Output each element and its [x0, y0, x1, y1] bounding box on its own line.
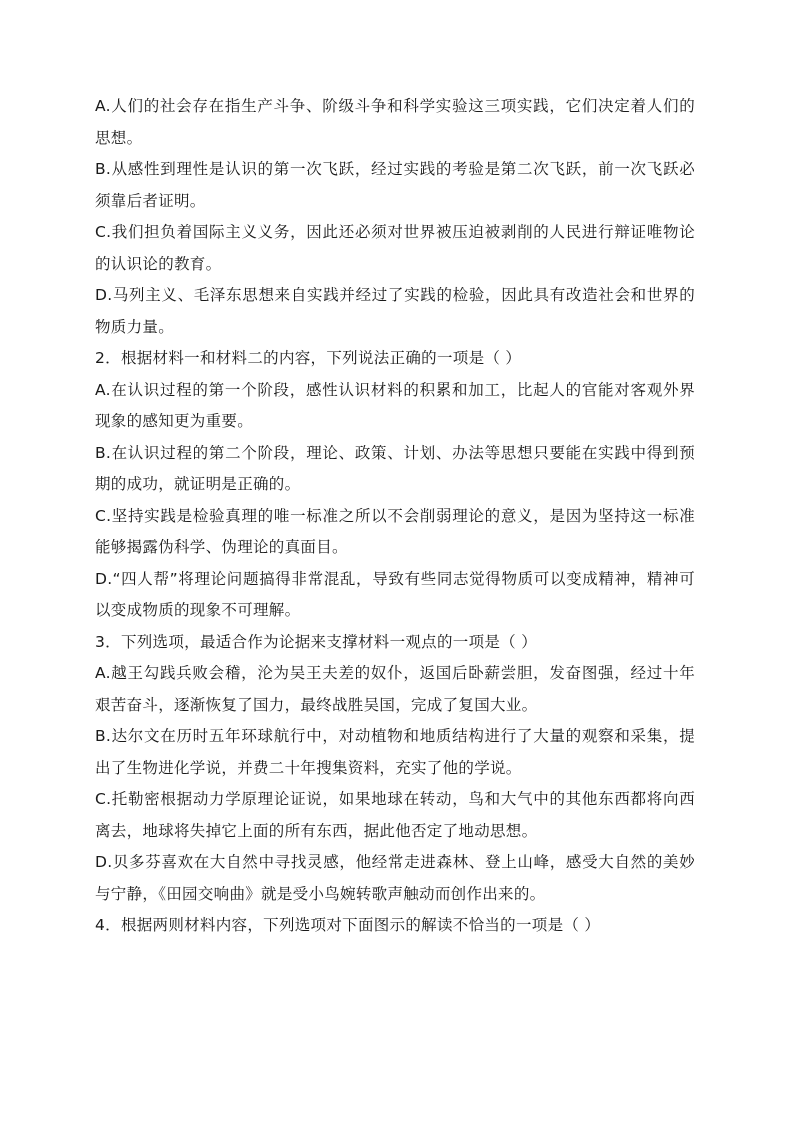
q2-option-a: A.在认识过程的第一个阶段，感性认识材料的积累和加工，比起人的官能对客观外界现象的感知更为重要。 — [95, 380, 695, 430]
document-body — [95, 91, 695, 942]
q3-option-a: A.越王勾践兵败会稽，沦为吴王夫差的奴仆，返国后卧薪尝胆，发奋图强，经过十年艰苦奋斗，逐渐恢复了国力，最终战胜吴国，完成了复国大业。 — [95, 664, 695, 714]
q3-option-b: B.达尔文在历时五年环球航行中，对动植物和地质结构进行了大量的观察和采集，提出了生物进化学说，并费二十年搜集资料，充实了他的学说。 — [95, 727, 695, 777]
q2-option-d: D.“四人帮”将理论问题搞得非常混乱，导致有些同志觉得物质可以变成精神，精神可以变成物质的现象不可理解。 — [95, 569, 695, 619]
q1-option-b: B.从感性到理性是认识的第一次飞跃，经过实践的考验是第二次飞跃，前一次飞跃必须靠后者证明。 — [95, 160, 695, 210]
question-4-stem: 4．根据两则材料内容，下列选项对下面图示的解读不恰当的一项是（ ） — [95, 916, 601, 934]
question-3-stem: 3．下列选项，最适合作为论据来支撑材料一观点的一项是（ ） — [95, 632, 537, 651]
q3-option-d: D.贝多芬喜欢在大自然中寻找灵感，他经常走进森林、登上山峰，感受大自然的美妙与宁静，《田园交响曲》就是受小鸟婉转歌声触动而创作出来的。 — [95, 853, 695, 903]
q1-option-a: A.人们的社会存在指生产斗争、阶级斗争和科学实验这三项实践，它们决定着人们的思想。 — [95, 97, 695, 147]
q2-option-b: B.在认识过程的第二个阶段，理论、政策、计划、办法等思想只要能在实践中得到预期的成功，就证明是正确的。 — [95, 443, 695, 493]
q3-option-c: C.托勒密根据动力学原理论证说，如果地球在转动，鸟和大气中的其他东西都将向西离去，地球将失掉它上面的所有东西，据此他否定了地动思想。 — [95, 790, 695, 840]
q1-option-d: D.马列主义、毛泽东思想来自实践并经过了实践的检验，因此具有改造社会和世界的物质力量。 — [95, 286, 695, 336]
q1-option-c: C.我们担负着国际主义义务，因此还必须对世界被压迫被剥削的人民进行辩证唯物论的认识论的教育。 — [95, 223, 695, 273]
question-2-stem: 2．根据材料一和材料二的内容，下列说法正确的一项是（ ） — [95, 349, 522, 367]
q2-option-c: C.坚持实践是检验真理的唯一标准之所以不会削弱理论的意义，是因为坚持这一标准能够揭露伪科学、伪理论的真面目。 — [95, 506, 695, 556]
